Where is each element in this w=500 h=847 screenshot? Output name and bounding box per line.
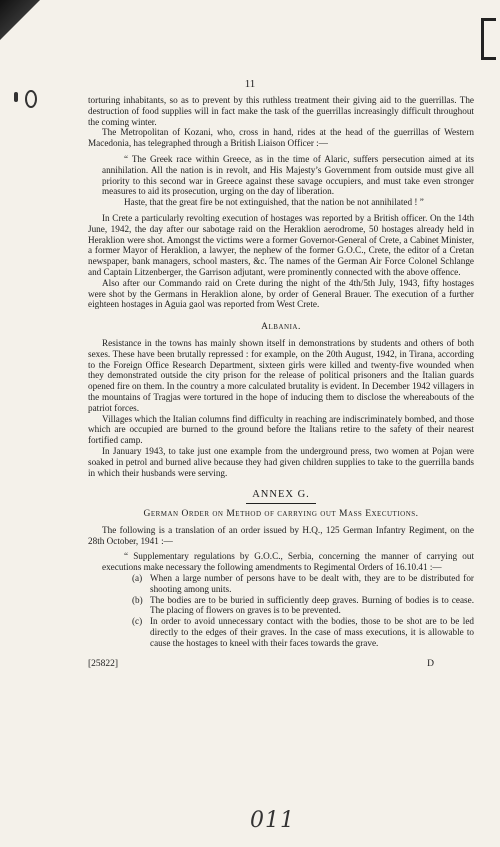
punch-hole — [25, 90, 37, 108]
list-text: When a large number of persons have to be dealt with, they are to be distributed for shooting among units. — [150, 573, 474, 594]
annex-underline — [246, 503, 316, 504]
paragraph: Also after our Commando raid on Crete during the night of the 4th/5th July, 1943, fifty hostages were shot by the Germans in Heraklion alone, by order of General Brauer. The execution of a further eighteen hostages in Aguia gaol was reported from West Crete. — [88, 277, 474, 310]
section-heading-albania: Albania. — [261, 322, 301, 333]
list-text: The bodies are to be buried in sufficiently deep graves. Burning of bodies is to cease. The placing of flowers on graves is to be prevented. — [150, 594, 474, 616]
document-body — [88, 95, 474, 669]
signature-letter: D — [427, 658, 434, 669]
binding-mark — [481, 18, 496, 60]
telegram-quote-end: Haste, that the great fire be not extinguished, that the nation be not annihilated ! ” — [124, 197, 424, 208]
list-text: In order to avoid unnecessary contact with the bodies, those to be shot are to be led directly to the edges of their graves. In the case of mass executions, it is allowable to cause the hostages to kneel with their faces towards the grave. — [150, 616, 474, 648]
page-number: 11 — [244, 78, 256, 90]
list-item — [88, 573, 474, 595]
print-code: [25822] — [88, 658, 119, 669]
paragraph: The Metropolitan of Kozani, who, cross in hand, rides at the head of the guerrillas of Western Macedonia, has telegraphed through a British Liaison Officer :— — [88, 127, 474, 149]
list-letter: (b) — [132, 594, 143, 605]
punch-dot — [14, 92, 18, 102]
paragraph: Resistance in the towns has mainly shown itself in demonstrations by students and others of both sexes. These have been brutally repressed : for example, on the 20th August, 1942, in Tirana, according to the Foreign Office Research Department, sixteen girls were killed and twenty-five wounded when they demonstrated outside the city prison for the release of political prisoners and the Italian guards opened fire on them. In the country a more calculated brutality is evident. In December 1942 villagers in the mountains of Tragjas were tortured in the hope of inducing them to disclose the whereabouts of the patriot forces. — [88, 337, 474, 413]
list-item — [88, 616, 474, 648]
scan-edge-shadow — [0, 0, 40, 48]
paragraph: In Crete a particularly revolting execution of hostages was reported by a British officer. On the 14th June, 1942, the day after our sabotage raid on the Heraklion aerodrome, 50 hostages already held in Heraklion were shot. Amongst the victims were a former Governor-General of Crete, a Cabinet Minister, a former Mayor of Heraklion, a lawyer, the nephew of the former G.O.C., Crete, the editor of a Cretan newspaper, bank managers, school masters, &c. The names of the German Air Force Colonel Schlange and Captain Litzenberger, the Garrison adjutant, were prominently connected with the above offence. — [88, 212, 474, 277]
page-footer — [88, 659, 474, 670]
paragraph: The following is a translation of an order issued by H.Q., 125 German Infantry Regiment, on the 28th October, 1941 :— — [88, 524, 474, 546]
paragraph: torturing inhabitants, so as to prevent by this ruthless treatment their giving aid to the guerrillas. The destruction of food supplies will in fact make the task of the guerrillas increasingly difficult throughout the coming winter. — [88, 95, 474, 127]
annex-title: ANNEX G. — [252, 489, 310, 501]
order-quote: “ Supplementary regulations by G.O.C., Serbia, concerning the manner of carrying out executions make necessary the following amendments to Regimental Orders of 16.10.41 :— — [102, 551, 474, 573]
list-letter: (c) — [132, 616, 143, 627]
paragraph: In January 1943, to take just one example from the underground press, two women at Pojan were soaked in petrol and burned alive because they had given children supplies to take to the guerrilla bands in which their husbands were serving. — [88, 445, 474, 478]
telegram-quote: “ The Greek race within Greece, as in the time of Alaric, suffers persecution aimed at its annihilation. All the nation is in revolt, and His Majesty’s Government from outside must give all priority to this second war in Greece against these savage occupiers, and must take even stronger measures to aid its prosecution, urging on the day of liberation. — [102, 153, 474, 197]
annex-subtitle: German Order on Method of carrying out Mass Executions. — [143, 509, 419, 520]
paragraph: Villages which the Italian columns find difficulty in reaching are indiscriminately bombed, and those which are occupied are burned to the ground before the Italians retire to the safety of their nearest fortified camp. — [88, 413, 474, 446]
handwritten-folio-number: 011 — [250, 808, 295, 833]
list-item — [88, 595, 474, 617]
list-letter: (a) — [132, 573, 143, 584]
